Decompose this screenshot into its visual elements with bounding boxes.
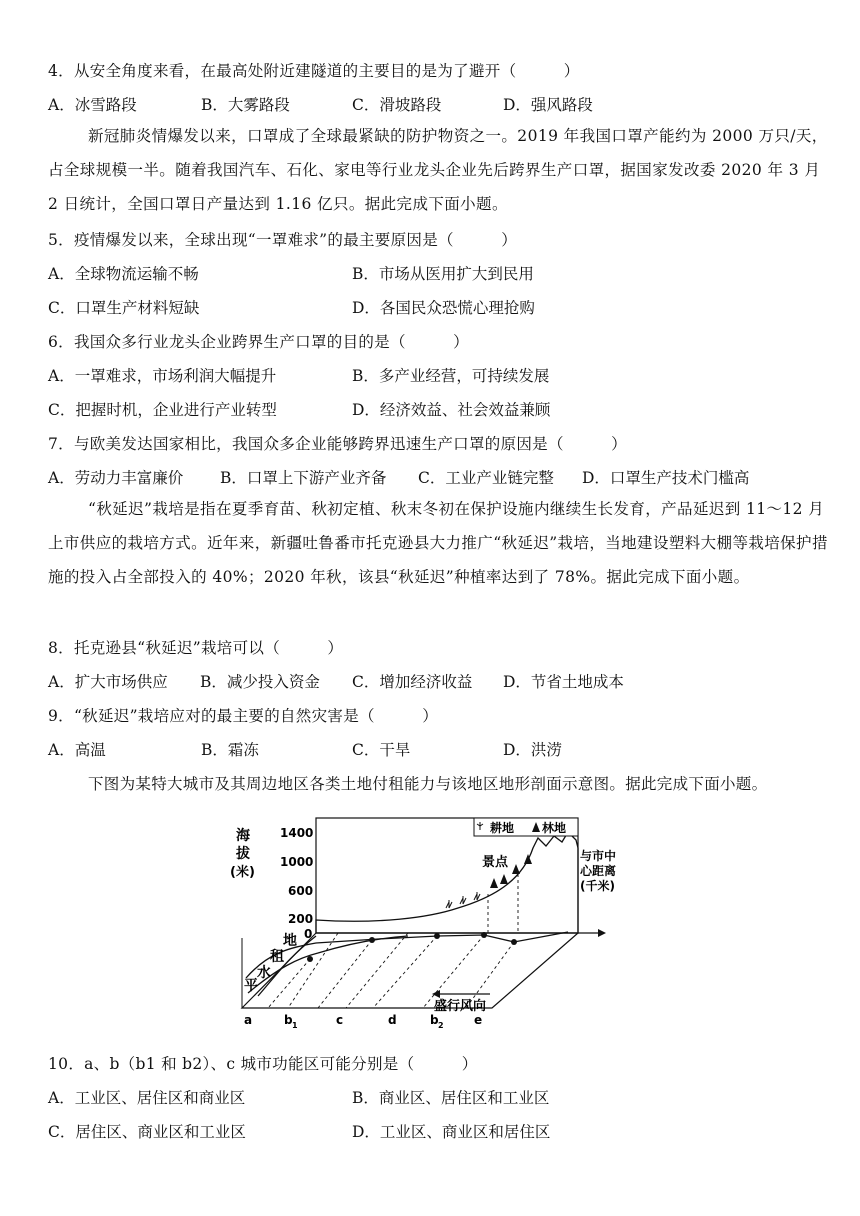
zone-d: d bbox=[388, 1013, 397, 1027]
distance-label-2: 心距离 bbox=[580, 864, 617, 878]
q6-option-d[interactable]: D．经济效益、社会效益兼顾 bbox=[352, 401, 551, 419]
q4-option-d[interactable]: D．强风路段 bbox=[503, 96, 593, 114]
q8-option-a[interactable]: A．扩大市场供应 bbox=[48, 673, 168, 691]
zone-b1-subscript: 1 bbox=[292, 1021, 298, 1030]
question-6-stem: 6．我国众多行业龙头企业跨界生产口罩的目的是（ ） bbox=[48, 333, 469, 351]
question-4-stem: 4．从安全角度来看，在最高处附近建隧道的主要目的是为了避开（ ） bbox=[48, 62, 580, 80]
zone-b2-subscript: 2 bbox=[438, 1021, 444, 1030]
rent-label-4: 平 bbox=[244, 978, 258, 994]
q6-option-c[interactable]: C．把握时机，企业进行产业转型 bbox=[48, 401, 277, 419]
q10-option-d[interactable]: D．工业区、商业区和居住区 bbox=[352, 1123, 551, 1141]
rent-label-1: 地 bbox=[283, 933, 297, 949]
tick-600: 600 bbox=[288, 884, 314, 898]
land-rent-terrain-figure bbox=[228, 808, 628, 1030]
elevation-label-1: 海 bbox=[236, 828, 250, 844]
elevation-label-2: 拔 bbox=[236, 846, 250, 862]
q5-option-a[interactable]: A．全球物流运输不畅 bbox=[48, 265, 199, 283]
zone-b2: b bbox=[430, 1013, 439, 1027]
q10-option-c[interactable]: C．居住区、商业区和工业区 bbox=[48, 1123, 246, 1141]
wind-arrow-icon bbox=[432, 990, 440, 998]
question-8-stem: 8．托克逊县“秋延迟”栽培可以（ ） bbox=[48, 639, 344, 657]
q4-option-c[interactable]: C．滑坡路段 bbox=[352, 96, 442, 114]
q9-option-b[interactable]: B．霜冻 bbox=[201, 741, 259, 759]
distance-label-1: 与市中 bbox=[580, 849, 617, 863]
q4-option-a[interactable]: A．冰雪路段 bbox=[48, 96, 137, 114]
question-9-stem: 9．“秋延迟”栽培应对的最主要的自然灾害是（ ） bbox=[48, 707, 439, 725]
terrain-profile-line bbox=[316, 832, 578, 933]
q8-option-b[interactable]: B．减少投入资金 bbox=[200, 673, 320, 691]
q7-option-c[interactable]: C．工业产业链完整 bbox=[418, 469, 554, 487]
question-5-stem: 5．疫情爆发以来，全球出现“一罩难求”的最主要原因是（ ） bbox=[48, 231, 518, 249]
scenic-spot-label: 景点 bbox=[482, 855, 509, 870]
q4-option-b[interactable]: B．大雾路段 bbox=[201, 96, 290, 114]
q10-option-a[interactable]: A．工业区、居住区和商业区 bbox=[48, 1089, 246, 1107]
tick-1400: 1400 bbox=[280, 826, 314, 840]
zone-a: a bbox=[244, 1013, 253, 1027]
legend-forest: 林地 bbox=[542, 821, 567, 835]
terrain-profile-diagram bbox=[228, 808, 628, 1030]
farmland-symbols bbox=[446, 892, 480, 908]
q8-option-c[interactable]: C．增加经济收益 bbox=[352, 673, 473, 691]
legend-farmland: 耕地 bbox=[490, 821, 515, 835]
q8-option-d[interactable]: D．节省土地成本 bbox=[503, 673, 624, 691]
q5-option-d[interactable]: D．各国民众恐慌心理抢购 bbox=[352, 299, 535, 317]
zone-c: c bbox=[336, 1013, 344, 1027]
material-mask: 新冠肺炎情爆发以来，口罩成了全球最紧缺的防护物资之一。2019 年我国口罩产能约为 2000 万只/天，占全球规模一半。随着我国汽车、石化、家电等行业龙头企业先后跨界生产口罩，据国家发改委 2020 年 3 月 2 日统计，全国口罩日产量达到 1.16 亿只。据此完成下面小题。 bbox=[48, 127, 828, 213]
zone-e: e bbox=[474, 1013, 483, 1027]
rent-label-3: 水 bbox=[257, 965, 271, 981]
rent-label-2: 租 bbox=[270, 949, 284, 965]
q5-option-b[interactable]: B．市场从医用扩大到民用 bbox=[352, 265, 534, 283]
material-autumn-delay: “秋延迟”栽培是指在夏季育苗、秋初定植、秋末冬初在保护设施内继续生长发育，产品延迟到 11～12 月上市供应的栽培方式。近年来，新疆吐鲁番市托克逊县大力推广“秋延迟”栽培，当地建设塑料大棚等栽培保护措施的投入占全部投入的 40%；2020 年秋，该县“秋延迟”种植率达到了 78%。据此完成下面小题。 bbox=[48, 500, 828, 586]
q9-option-c[interactable]: C．干旱 bbox=[352, 741, 411, 759]
tick-200: 200 bbox=[288, 912, 314, 926]
q6-option-a[interactable]: A．一罩难求，市场利润大幅提升 bbox=[48, 367, 277, 385]
question-7-stem: 7．与欧美发达国家相比，我国众多企业能够跨界迅速生产口罩的原因是（ ） bbox=[48, 435, 627, 453]
wind-label: 盛行风向 bbox=[434, 999, 487, 1014]
q5-option-c[interactable]: C．口罩生产材料短缺 bbox=[48, 299, 200, 317]
q9-option-a[interactable]: A．高温 bbox=[48, 741, 106, 759]
q10-option-b[interactable]: B．商业区、居住区和工业区 bbox=[352, 1089, 550, 1107]
material-city: 下图为某特大城市及其周边地区各类土地付租能力与该地区地形剖面示意图。据此完成下面小题。 bbox=[88, 775, 768, 793]
zone-b1: b bbox=[284, 1013, 293, 1027]
q7-option-a[interactable]: A．劳动力丰富廉价 bbox=[48, 469, 184, 487]
q9-option-d[interactable]: D．洪涝 bbox=[503, 741, 562, 759]
q6-option-b[interactable]: B．多产业经营，可持续发展 bbox=[352, 367, 550, 385]
tick-0: 0 bbox=[304, 927, 313, 941]
q7-option-d[interactable]: D．口罩生产技术门槛高 bbox=[582, 469, 750, 487]
question-10-stem: 10．a、b（b1 和 b2）、c 城市功能区可能分别是（ ） bbox=[48, 1055, 478, 1073]
distance-label-3: (千米) bbox=[580, 879, 615, 893]
q7-option-b[interactable]: B．口罩上下游产业齐备 bbox=[220, 469, 387, 487]
tick-1000: 1000 bbox=[280, 855, 314, 869]
distance-axis-arrow bbox=[598, 929, 606, 937]
elevation-label-3: (米) bbox=[230, 865, 255, 880]
